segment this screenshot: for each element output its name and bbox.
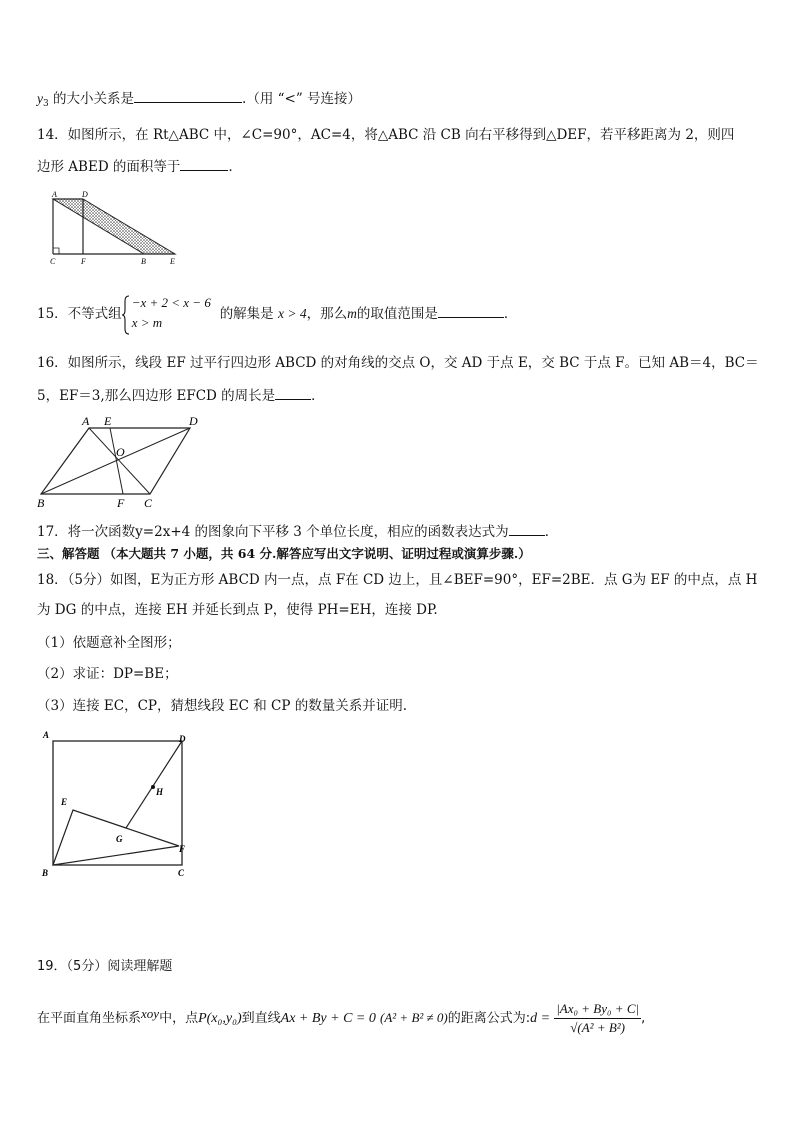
q18-label-h: H xyxy=(156,787,164,797)
q14-right-angle-mark xyxy=(53,248,59,254)
q18-label-c: C xyxy=(178,868,185,878)
q13-y3: y xyxy=(37,91,43,106)
q19-line-eq: Ax + By + C = 0 xyxy=(280,1011,376,1026)
q18-label-a: A xyxy=(43,730,50,740)
q13-y3-sub: 3 xyxy=(43,99,49,109)
q17-answer-blank[interactable] xyxy=(509,521,545,536)
q16-label-d: D xyxy=(189,414,198,428)
q19-t4: 的距离公式为: xyxy=(447,1011,531,1026)
q16-label-o: O xyxy=(116,445,125,459)
q15-line xyxy=(37,294,517,334)
q16-diagonal-ac xyxy=(89,428,150,494)
q14-shaded-region xyxy=(53,199,175,254)
q15-m: m xyxy=(347,306,357,321)
q19-cond: (A² + B² ≠ 0) xyxy=(380,1010,448,1025)
q16-figure xyxy=(32,410,208,510)
q16-segment-ef xyxy=(110,428,123,494)
q14-label-e: E xyxy=(170,257,175,266)
q16-line2 xyxy=(37,385,325,405)
q16-label-c: C xyxy=(144,496,153,510)
q18-line2: 为 DG 的中点，连接 EH 并延长到点 P，使得 PH=EH，连接 DP. xyxy=(37,602,438,618)
q18-sub2: （2）求证：DP=BE； xyxy=(37,666,178,682)
q16-label-e: E xyxy=(104,414,112,428)
q19-title: 19．（5分）阅读理解题 xyxy=(37,959,173,974)
section3-header xyxy=(37,545,531,563)
q13-text: 的大小关系是 xyxy=(53,91,135,107)
q17-end: ． xyxy=(544,524,559,540)
q14-label-f: F xyxy=(81,257,86,266)
q19-point: P(x₀,y₀) xyxy=(198,1011,242,1026)
q15-row1: −x + 2 < x − 6 xyxy=(131,294,211,310)
q14-label-a: A xyxy=(52,190,57,199)
q15-mid2: ，那么 xyxy=(306,306,348,322)
q15-answer-blank[interactable] xyxy=(438,303,504,318)
q16-diagonal-bd xyxy=(41,428,190,494)
q14-line2b: ． xyxy=(228,159,242,175)
q18-label-f: F xyxy=(179,844,186,854)
q17-text: 17．将一次函数y=2x+4 的图象向下平移 3 个单位长度，相应的函数表达式为 xyxy=(37,524,509,540)
q15-brace-icon xyxy=(122,295,130,335)
q18-line1: 18．（5分）如图，E为正方形 ABCD 内一点，点 F在 CD 边上，且∠BEF=90°，EF=2BE．点 G为 EF 的中点，点 H xyxy=(37,572,758,588)
q16-label-f: F xyxy=(117,496,125,510)
q18-label-d: D xyxy=(179,734,186,744)
q16-label-a: A xyxy=(82,414,90,428)
q18-sub1: （1）依题意补全图形； xyxy=(37,635,181,651)
q14-line2 xyxy=(37,156,242,176)
q16-line2b: ． xyxy=(311,388,325,404)
q18-segment-gd xyxy=(126,741,182,828)
q19-end: , xyxy=(641,1011,646,1026)
q18-label-e: E xyxy=(61,797,68,807)
q14-line2a: 边形 ABED 的面积等于 xyxy=(37,159,181,175)
q14-answer-blank[interactable] xyxy=(180,156,228,171)
q18-point-h xyxy=(151,785,155,789)
q17-line xyxy=(37,521,558,541)
q14-label-c: C xyxy=(50,257,56,266)
q14-line1: 14．如图所示，在 Rt△ABC 中，∠C=90°，AC=4，将△ABC 沿 CB 向右平移得到△DEF，若平移距离为 2，则四 xyxy=(37,127,735,143)
q15-prefix: 15．不等式组 xyxy=(37,306,122,322)
q19-numerator: |Ax₀ + By₀ + C| xyxy=(554,1000,641,1019)
q16-label-b: B xyxy=(37,496,45,510)
q14-label-b: B xyxy=(141,257,146,266)
q19-xoy: xoy xyxy=(141,1006,160,1021)
q15-inequality-system xyxy=(122,295,220,335)
q14-label-d: D xyxy=(82,190,88,199)
q19-line xyxy=(37,990,645,1038)
q16-line2a: 5，EF＝3,那么四边形 EFCD 的周长是 xyxy=(37,388,276,404)
q19-denominator: √(A² + B²) xyxy=(570,1020,626,1035)
q14-figure xyxy=(44,188,186,270)
q15-tail: 的取值范围是 xyxy=(356,306,438,322)
q16-answer-blank[interactable] xyxy=(275,385,311,400)
q13-answer-blank[interactable] xyxy=(134,88,242,103)
q15-end: ． xyxy=(503,306,518,322)
q19-fraction xyxy=(554,1000,641,1037)
q19-t1: 在平面直角坐标系 xyxy=(37,1011,142,1026)
section3-title: 三、解答题 xyxy=(37,546,100,561)
q15-mid: 的解集是 xyxy=(219,306,274,322)
q15-row2: x > m xyxy=(131,314,163,330)
q15-solution: x > 4 xyxy=(277,306,307,321)
q18-label-g: G xyxy=(116,834,123,844)
q18-sub3: （3）连接 EC，CP，猜想线段 EC 和 CP 的数量关系并证明. xyxy=(37,698,408,714)
q13-note: .（用 “<” 号连接） xyxy=(242,91,362,107)
q19-d: d = xyxy=(530,1011,551,1026)
section3-desc: （本大题共 7 小题，共 64 分.解答应写出文字说明、证明过程或演算步骤.） xyxy=(103,546,531,561)
q18-label-b: B xyxy=(42,868,49,878)
q18-square-abcd xyxy=(53,741,182,865)
q16-line1: 16．如图所示，线段 EF 过平行四边形 ABCD 的对角线的交点 O，交 AD 于点 E，交 BC 于点 F。已知 AB＝4，BC＝ xyxy=(37,355,759,371)
q18-figure xyxy=(36,728,196,880)
q19-t3: 到直线 xyxy=(241,1011,281,1026)
q13-tail xyxy=(37,88,361,113)
q19-t2: 中，点 xyxy=(159,1011,199,1026)
